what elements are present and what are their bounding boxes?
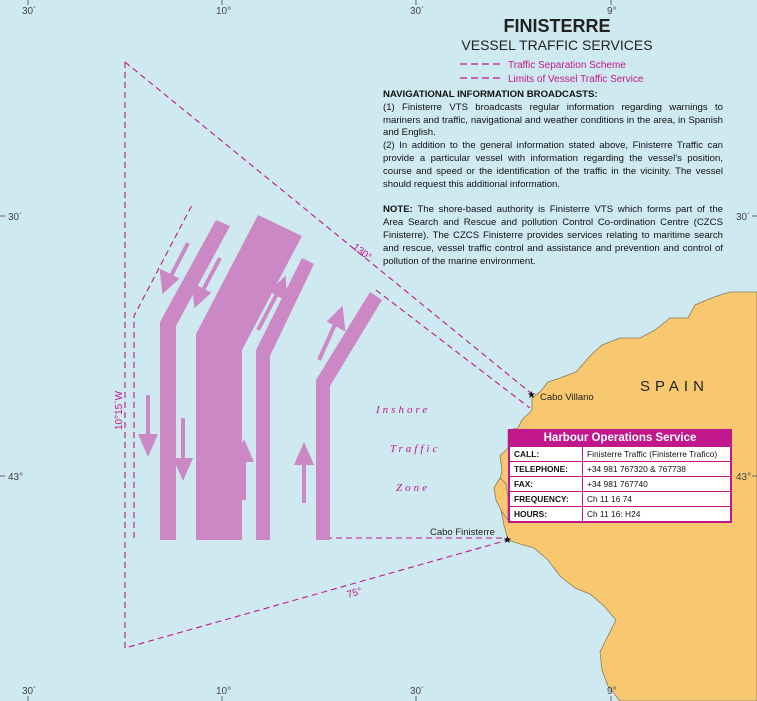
lat-label-left-2: 43° [8,472,24,483]
legend-vts-label: Limits of Vessel Traffic Service [508,74,644,85]
lon-label-top-2: 10° [216,6,232,17]
bearing-75-label: 75° [345,586,364,601]
lon-label-bottom-2: 10° [216,686,232,697]
broadcasts-paragraph-1: (1) Finisterre VTS broadcasts regular information regarding warnings to mariners and traffic, navigational and weather conditions in the area, in Spanish and English. [383,101,723,139]
harbour-key: HOURS: [510,507,583,522]
lat-label-right-1: 30´ [736,212,751,223]
table-row [510,477,731,492]
map-title: FINISTERRE [503,16,611,36]
lon-label-bottom-1: 30´ [22,686,37,697]
bearing-130-label: 130° [350,241,374,264]
harbour-operations-box [508,429,732,523]
cabo-finisterre-label: Cabo Finisterre [430,527,495,538]
harbour-value: Ch 11 16: H24 [583,507,731,522]
inshore-zone-label-2: Traffic [390,443,441,455]
harbour-key: FAX: [510,477,583,492]
broadcasts-paragraph-2: (2) In addition to the general information stated above, Finisterre Traffic can provide a particular vessel with information regarding the vessel's position, course and speed or the identification of the traffic in the vicinity. The vessel should request this additional information. [383,140,723,190]
table-row [510,462,731,477]
harbour-value: Ch 11 16 74 [583,492,731,507]
spain-label: SPAIN [640,378,709,395]
harbour-key: FREQUENCY: [510,492,583,507]
lon-label-bottom-3: 30´ [410,686,425,697]
lon-label-top-1: 30´ [22,6,37,17]
lon-label-bottom-4: 9° [607,686,617,697]
map-subtitle: VESSEL TRAFFIC SERVICES [461,37,653,53]
table-row [510,507,731,522]
harbour-table [509,446,731,522]
note-label: NOTE: [383,204,413,216]
harbour-key: CALL: [510,447,583,462]
cabo-finisterre-star-icon: ★ [503,535,512,546]
broadcasts-heading: NAVIGATIONAL INFORMATION BROADCASTS: [383,89,598,100]
cabo-villano-label: Cabo Villano [540,392,594,403]
info-text-block [383,89,723,268]
inshore-zone-label-1: Inshore [376,404,431,416]
harbour-value: Finisterre Traffic (Finisterre Trafico) [583,447,731,462]
lat-label-right-2: 43° [736,472,752,483]
meridian-label: 10°15´W [114,390,125,430]
inshore-zone-label-3: Zone [396,482,430,494]
note-paragraph [383,204,723,268]
harbour-value: +34 981 767740 [583,477,731,492]
harbour-key: TELEPHONE: [510,462,583,477]
lat-label-left-1: 30´ [8,212,23,223]
table-row [510,492,731,507]
harbour-title: Harbour Operations Service [509,430,731,446]
harbour-value: +34 981 767320 & 767738 [583,462,731,477]
table-row [510,447,731,462]
note-text: The shore-based authority is Finisterre VTS which forms part of the Area Search and Rescue and pollution Control Co-ordination Centre (CZCS Finisterre). The CZCS Finisterre provides services relating to maritime search and rescue, vessel traffic control and assistance and prevention and control of pollution of the marine environment. [383,204,723,267]
lon-label-top-4: 9° [607,6,617,17]
cabo-villano-star-icon: ★ [527,390,536,401]
legend-tss-label: Traffic Separation Scheme [508,60,626,71]
lon-label-top-3: 30´ [410,6,425,17]
